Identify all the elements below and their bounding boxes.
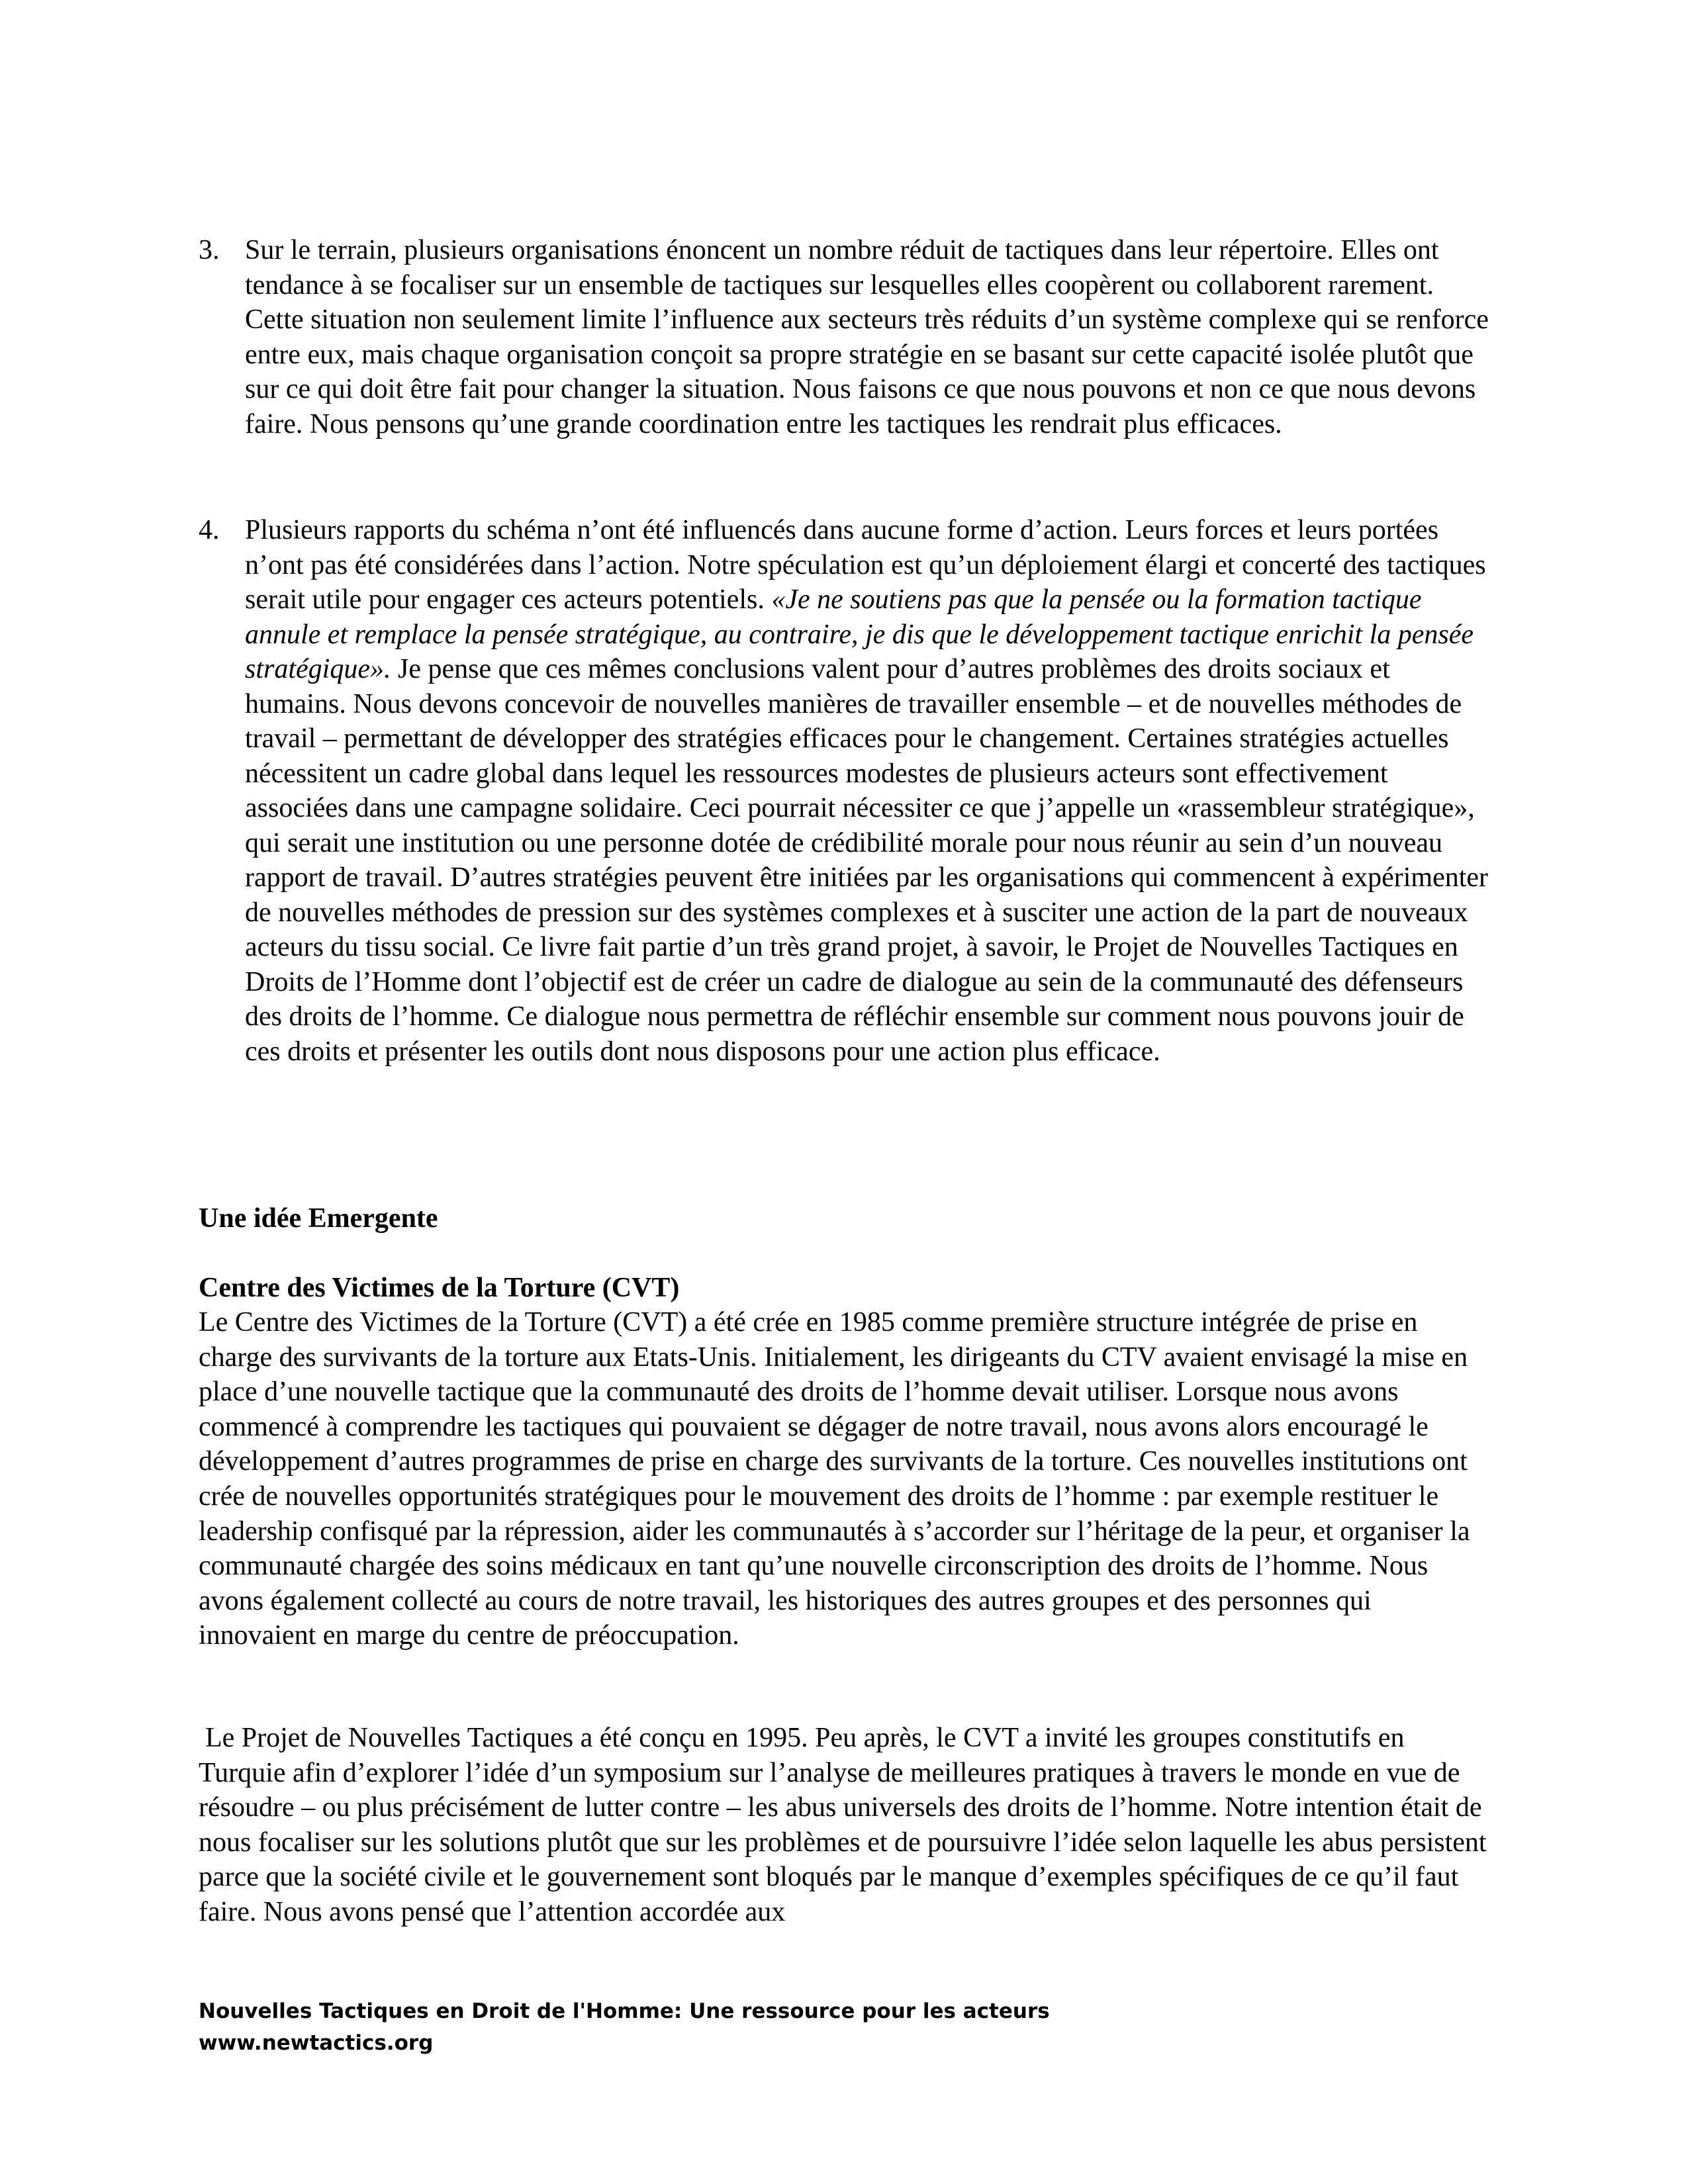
paragraph-1: Le Centre des Victimes de la Torture (CVT) a été crée en 1985 comme première structure intégrée de prise en charge des survivants de la torture aux Etats-Unis. Initialement, les dirigeants du CTV avaient envisagé la mise en place d’une nouvelle tactique que la communauté des droits de l’homme devait utiliser. Lorsque nous avons commencé à comprendre les tactiques qui pouvaient se dégager de notre travail, nous avons alors encouragé le développement d’autres programmes de prise en charge des survivants de la torture. Ces nouvelles institutions ont crée de nouvelles opportunités stratégiques pour le mouvement des droits de l’homme : par exemple restituer le leadership confisqué par la répression, aider les communautés à s’accorder sur l’héritage de la peur, et organiser la communauté chargée des soins médicaux en tant qu’une nouvelle circonscription des droits de l’homme. Nous avons également collecté au cours de notre travail, les historiques des autres groupes et des personnes qui innovaient en marge du centre de préoccupation.: [199, 1307, 1470, 1651]
page-footer: [199, 1995, 1050, 2059]
list-item-text: Sur le terrain, plusieurs organisations énoncent un nombre réduit de tactiques dans leur répertoire. Elles ont tendance à se focaliser sur un ensemble de tactiques sur lesquelles elles coopèrent ou collaborent rarement. Cette situation non seulement limite l’influence aux secteurs très réduits d’un système complexe qui se renforce entre eux, mais chaque organisation conçoit sa propre stratégie en se basant sur cette capacité isolée plutôt que sur ce qui doit être fait pour changer la situation. Nous faisons ce que nous pouvons et non ce que nous devons faire. Nous pensons qu’une grande coordination entre les tactiques les rendrait plus efficaces.: [245, 235, 1489, 439]
quotation: «Je ne soutiens pas que la pensée ou la formation tactique annule et remplace la pensée stratégique, au contraire, je dis que le développement tactique enrichit la pensée stratégique».: [245, 584, 1474, 684]
list-number: 4.: [199, 515, 220, 545]
list-item-text-part2: Je pense que ces mêmes conclusions valent pour d’autres problèmes des droits sociaux et humains. Nous devons concevoir de nouvelles manières de travailler ensemble – et de nouvelles méthodes de travail – permettant de développer des stratégies efficaces pour le changement. Certaines stratégies actuelles nécessitent un cadre global dans lequel les ressources modestes de plusieurs acteurs sont effectivement associées dans une campagne solidaire. Ceci pourrait nécessiter ce que j’appelle un «rassembleur stratégique», qui serait une institution ou une personne dotée de crédibilité morale pour nous réunir au sein d’un nouveau rapport de travail. D’autres stratégies peuvent être initiées par les organisations qui commencent à expérimenter de nouvelles méthodes de pression sur des systèmes complexes et à susciter une action de la part de nouveaux acteurs du tissu social. Ce livre fait partie d’un très grand projet, à savoir, le Projet de Nouvelles Tactiques en Droits de l’Homme dont l’objectif est de créer un cadre de dialogue au sein de la communauté des défenseurs des droits de l’homme. Ce dialogue nous permettra de réfléchir ensemble sur comment nous pouvons jouir de ces droits et présenter les outils dont nous disposons pour une action plus efficace.: [245, 654, 1489, 1067]
list-item-3: [199, 233, 1489, 441]
list-item-text-part1: Plusieurs rapports du schéma n’ont été influencés dans aucune forme d’action. Leurs forces et leurs portées n’ont pas été considérées dans l’action. Notre spéculation est qu’un déploiement élargi et concerté des tactiques serait utile pour engager ces acteurs potentiels.: [245, 515, 1486, 615]
list-item-4: [199, 513, 1489, 1069]
section-heading: Une idée Emergente: [199, 1203, 438, 1234]
footer-title: Nouvelles Tactiques en Droit de l'Homme: Une ressource pour les acteurs: [199, 1999, 1050, 2023]
list-number: 3.: [199, 235, 220, 265]
footer-url[interactable]: www.newtactics.org: [199, 2031, 434, 2055]
subheading: Centre des Victimes de la Torture (CVT): [199, 1273, 680, 1303]
paragraph-2: Le Projet de Nouvelles Tactiques a été conçu en 1995. Peu après, le CVT a invité les groupes constitutifs en Turquie afin d’explorer l’idée d’un symposium sur l’analyse de meilleures pratiques à travers le monde en vue de résoudre – ou plus précisément de lutter contre – les abus universels des droits de l’homme. Notre intention était de nous focaliser sur les solutions plutôt que sur les problèmes et de poursuivre l’idée selon laquelle les abus persistent parce que la société civile et le gouvernement sont bloqués par le manque d’exemples spécifiques de ce qu’il faut faire. Nous avons pensé que l’attention accordée aux: [199, 1723, 1487, 1927]
list-item-text: [245, 513, 1489, 1069]
